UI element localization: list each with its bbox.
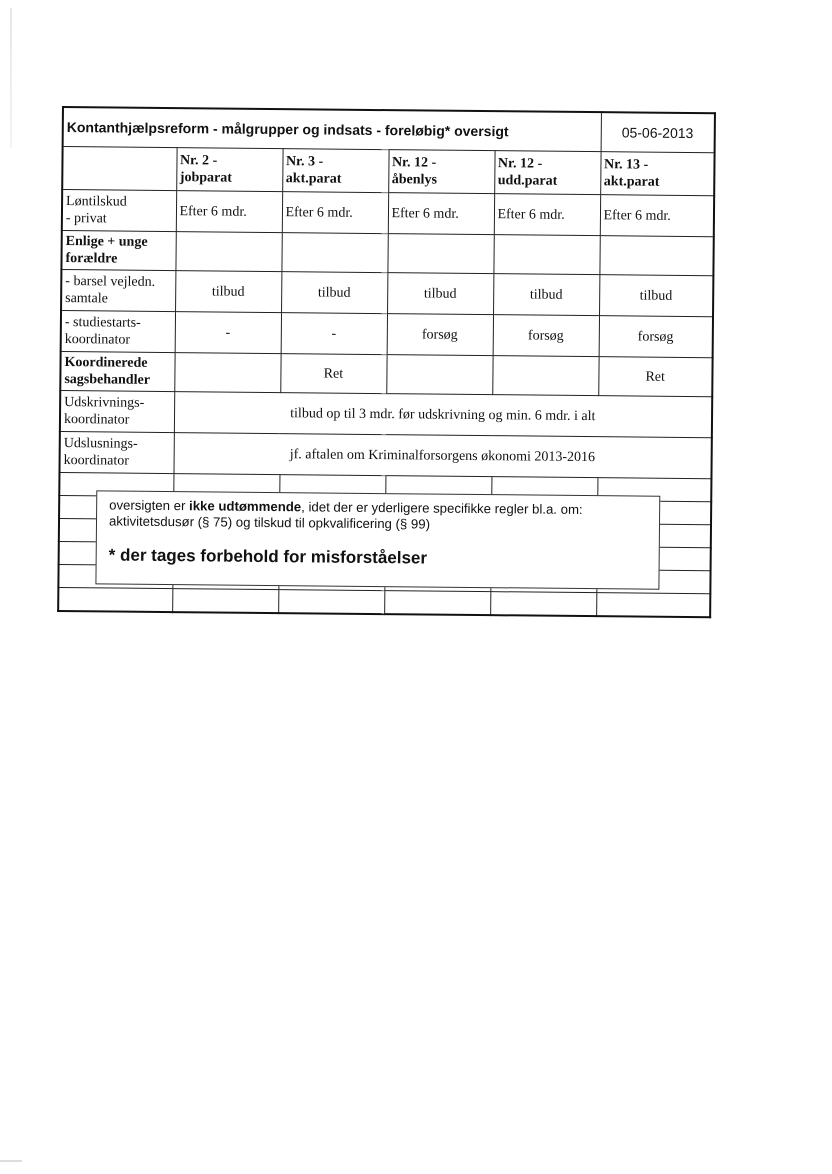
- table-cell: tilbud: [281, 272, 387, 314]
- notice-box: [95, 490, 660, 589]
- notice-emphasis: ikke udtømmende: [189, 498, 302, 515]
- table-cell: tilbud: [493, 274, 599, 316]
- table-cell: -: [175, 312, 281, 354]
- column-header-line: åbenlys: [391, 172, 438, 188]
- row-label: [60, 390, 174, 432]
- row-label-line: Enlige + unge: [65, 234, 148, 250]
- column-header-nr3: [282, 149, 388, 193]
- reservation-note: * der tages forbehold for misforståelser: [108, 545, 428, 568]
- table-cell: [490, 592, 596, 617]
- row-label: [60, 351, 174, 391]
- scan-edge-mark: [10, 8, 12, 148]
- row-label-line: forældre: [65, 251, 118, 267]
- row-label-line: - privat: [65, 211, 107, 227]
- row-label-line: Udslusnings-: [63, 436, 138, 452]
- table-cell: Efter 6 mdr.: [388, 193, 494, 235]
- column-header-nr12-udd: [494, 151, 600, 195]
- column-header-line: Nr. 12 -: [391, 155, 437, 171]
- table-cell: Ret: [280, 354, 386, 394]
- table-cell: [492, 356, 598, 396]
- table-cell: [596, 593, 710, 618]
- table-cell: Efter 6 mdr.: [600, 195, 714, 237]
- table-cell: [174, 353, 280, 393]
- table-cell: forsøg: [493, 315, 599, 357]
- column-header-line: udd.parat: [497, 173, 558, 189]
- table-cell: forsøg: [387, 314, 493, 356]
- table-cell: tilbud: [599, 275, 713, 317]
- column-header-nr2: [176, 148, 282, 192]
- table-cell: [599, 236, 713, 276]
- column-header-line: akt.parat: [603, 174, 660, 190]
- table-cell: [387, 234, 493, 274]
- table-cell: tilbud: [175, 271, 281, 313]
- row-label-line: sagsbehandler: [64, 372, 151, 388]
- table-cell-merged: tilbud op til 3 mdr. før udskrivning og min. 6 mdr. i alt: [174, 392, 712, 438]
- column-header-line: akt.parat: [285, 171, 342, 187]
- row-label: [61, 311, 175, 353]
- table-cell: [386, 355, 492, 395]
- notice-suffix: , idet der er yderligere specifikke regler bl.a. om:: [301, 499, 583, 518]
- table-cell: [175, 232, 281, 272]
- table-cell: [58, 587, 172, 612]
- row-label: [61, 270, 175, 312]
- notice-prefix: oversigten er: [109, 497, 190, 514]
- header-corner: [62, 147, 176, 191]
- row-label-line: koordinator: [64, 332, 131, 348]
- row-label-line: - studiestarts-: [64, 315, 141, 331]
- row-barsel: [61, 270, 713, 317]
- document-date: 05-06-2013: [601, 112, 715, 153]
- column-header-row: [62, 147, 714, 196]
- table-cell: forsøg: [599, 316, 713, 358]
- row-label-line: Løntilskud: [66, 194, 127, 210]
- table-cell: [278, 590, 384, 615]
- row-udslusning: [59, 431, 711, 478]
- scan-edge-mark-bottom: [0, 1160, 22, 1162]
- column-header-nr12-aabenlys: [388, 150, 494, 194]
- table-cell: tilbud: [387, 273, 493, 315]
- table-cell: Efter 6 mdr.: [176, 191, 282, 233]
- table-cell: [493, 235, 599, 275]
- row-udskrivning: [60, 390, 712, 437]
- column-header-line: Nr. 3 -: [285, 154, 324, 170]
- table-cell-merged: jf. aftalen om Kriminalforsorgens økonomi 2013-2016: [173, 433, 711, 479]
- blank-row: [58, 587, 710, 617]
- table-cell: [384, 591, 490, 616]
- table-cell: Efter 6 mdr.: [282, 192, 388, 234]
- column-header-line: Nr. 13 -: [603, 157, 649, 173]
- row-studiestart: [61, 311, 713, 358]
- row-label: [59, 431, 173, 473]
- row-enlige: [61, 231, 713, 276]
- table-cell: [172, 589, 278, 614]
- row-label-line: koordinator: [63, 453, 129, 469]
- document-title: Kontanthjælpsreform - målgrupper og indsats - foreløbig* oversigt: [63, 107, 601, 152]
- column-header-line: jobparat: [179, 170, 233, 186]
- row-label: [62, 190, 176, 232]
- row-label-line: koordinator: [63, 412, 130, 428]
- table-cell: [281, 233, 387, 273]
- row-label-line: samtale: [65, 291, 108, 307]
- table-cell: Efter 6 mdr.: [494, 194, 600, 236]
- column-header-line: Nr. 12 -: [497, 156, 543, 172]
- title-row: [63, 107, 715, 153]
- table-cell: -: [281, 313, 387, 355]
- column-header-line: Nr. 2 -: [179, 153, 218, 169]
- scanned-document: [57, 106, 714, 608]
- row-koordinerede: [60, 351, 712, 396]
- row-loentilskud: [62, 190, 714, 237]
- row-label-line: Udskrivnings-: [64, 395, 145, 411]
- notice-line-2: aktivitetsdusør (§ 75) og tilskud til opkvalificering (§ 99): [108, 513, 431, 532]
- row-label: [61, 231, 175, 271]
- column-header-nr13: [600, 152, 714, 196]
- row-label-line: Koordinerede: [64, 355, 148, 371]
- row-label-line: - barsel vejledn.: [65, 274, 156, 290]
- table-cell: Ret: [598, 357, 712, 397]
